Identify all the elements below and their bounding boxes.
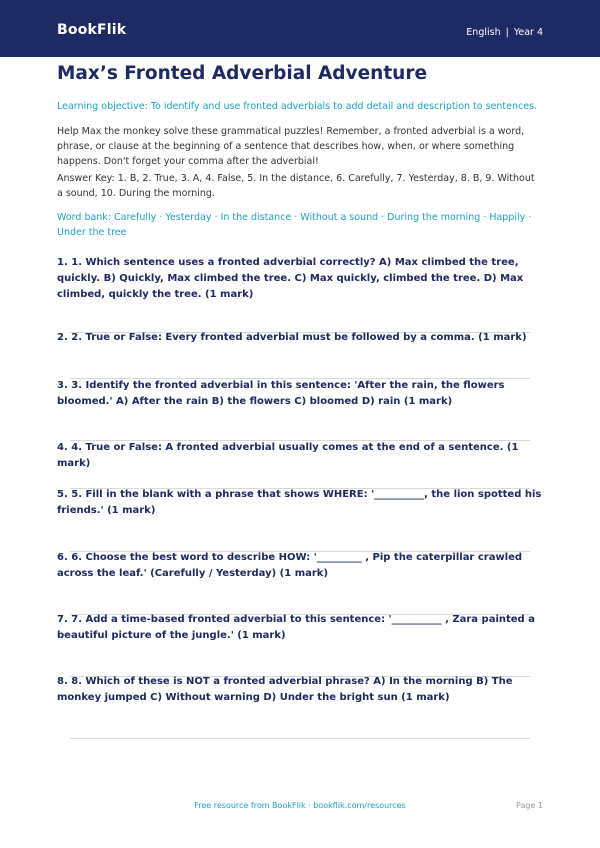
learning-objective: Learning objective: To identify and use fronted adverbials to add detail and description to sentences. [57,101,538,112]
header-separator: | [505,27,509,38]
word-bank: Word bank: Carefully · Yesterday · In the distance · Without a sound · During the morning · Happily · Under the tree [57,212,532,238]
year-label: Year 4 [513,27,543,38]
question-1: 1. 1. Which sentence uses a fronted adverbial correctly? A) Max climbed the tree, quickly. B) Quickly, Max climbed the tree. C) Max quickly, climbed the tree. D) Max climbed, quickly the tree. (1 mark) [57,257,524,300]
page-number: Page 1 [516,801,543,810]
answer-line [70,738,530,739]
question-3: 3. 3. Identify the fronted adverbial in this sentence: 'After the rain, the flowers bloomed.' A) After the rain B) the flowers C) bloomed D) rain (1 mark) [57,380,505,407]
question-2: 2. 2. True or False: Every fronted adverbial must be followed by a comma. (1 mark) [57,332,527,343]
intro-text: Help Max the monkey solve these grammatical puzzles! Remember, a fronted adverbial is a word, phrase, or clause at the beginning of a sentence that describes how, when, or where something happens. Don't forget your comma after the adverbial! [57,126,525,167]
question-4: 4. 4. True or False: A fronted adverbial usually comes at the end of a sentence. (1 mark) [57,442,519,469]
subject-label: English [466,27,501,38]
brand-logo: BookFlik [57,22,127,38]
subject-year-label [466,27,543,38]
answer-key: Answer Key: 1. B, 2. True, 3. A, 4. False, 5. In the distance, 6. Carefully, 7. Yesterday, 8. B, 9. Without a sound, 10. During the morning. [57,173,535,199]
question-8: 8. 8. Which of these is NOT a fronted adverbial phrase? A) In the morning B) The monkey jumped C) Without warning D) Under the bright sun (1 mark) [57,676,513,703]
footer-credit: Free resource from BookFlik · bookflik.com/resources [194,801,406,810]
question-7: 7. 7. Add a time-based fronted adverbial to this sentence: '__________ , Zara painted a beautiful picture of the jungle.' (1 mark) [57,614,535,641]
question-5: 5. 5. Fill in the blank with a phrase that shows WHERE: '__________, the lion spotted his friends.' (1 mark) [57,489,542,516]
header-bar [0,0,600,57]
question-6: 6. 6. Choose the best word to describe HOW: '_________ , Pip the caterpillar crawled across the leaf.' (Carefully / Yesterday) (1 mark) [57,552,523,579]
worksheet-title: Max’s Fronted Adverbial Adventure [57,63,427,84]
